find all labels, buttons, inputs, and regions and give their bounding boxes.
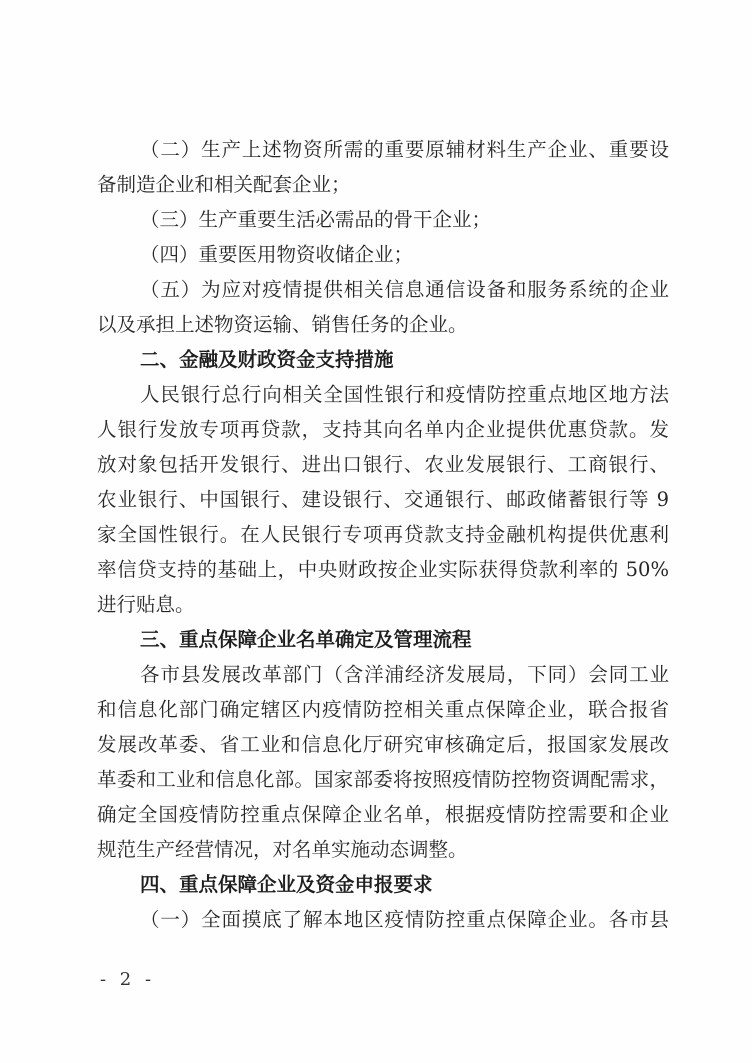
page-number: - 2 -: [100, 969, 156, 990]
text-line: 人银行发放专项再贷款，支持其向名单内企业提供优惠贷款。发: [97, 418, 669, 441]
text-line: 进行贴息。: [97, 593, 195, 616]
text-line: （一）全面摸底了解本地区疫情防控重点保障企业。各市县: [140, 908, 669, 931]
section-heading: 四、重点保障企业及资金申报要求: [140, 873, 433, 896]
paragraph: [97, 272, 669, 342]
section-heading-block: [97, 867, 669, 902]
text-line: 放对象包括开发银行、进出口银行、农业发展银行、工商银行、: [97, 453, 669, 476]
text-line: 家全国性银行。在人民银行专项再贷款支持金融机构提供优惠利: [97, 523, 669, 546]
text-line: 确定全国疫情防控重点保障企业名单，根据疫情防控需要和企业: [97, 803, 669, 826]
text-line: 人民银行总行向相关全国性银行和疫情防控重点地区地方法: [140, 383, 669, 406]
document-body: [97, 132, 669, 937]
paragraph: [97, 657, 669, 867]
text-line: 发展改革委、省工业和信息化厅研究审核确定后，报国家发展改: [97, 733, 669, 756]
text-line: 率信贷支持的基础上，中央财政按企业实际获得贷款利率的 50%: [97, 558, 669, 581]
paragraph: [97, 902, 669, 937]
text-line: 革委和工业和信息化部。国家部委将按照疫情防控物资调配需求，: [97, 768, 669, 791]
section-heading-block: [97, 342, 669, 377]
text-line: （二）生产上述物资所需的重要原辅材料生产企业、重要设: [140, 138, 669, 161]
paragraph: [97, 377, 669, 622]
text-line: 农业银行、中国银行、建设银行、交通银行、邮政储蓄银行等 9: [97, 488, 669, 511]
text-line: （四）重要医用物资收储企业；: [140, 243, 414, 266]
text-line: （三）生产重要生活必需品的骨干企业；: [140, 208, 492, 231]
paragraph: [97, 132, 669, 202]
text-line: （五）为应对疫情提供相关信息通信设备和服务系统的企业: [140, 278, 669, 301]
section-heading: 三、重点保障企业名单确定及管理流程: [140, 628, 472, 651]
text-line: 以及承担上述物资运输、销售任务的企业。: [97, 313, 468, 336]
text-line: 各市县发展改革部门（含洋浦经济发展局，下同）会同工业: [140, 663, 669, 686]
text-line: 备制造企业和相关配套企业；: [97, 173, 351, 196]
section-heading-block: [97, 622, 669, 657]
paragraph: [97, 237, 669, 272]
section-heading: 二、金融及财政资金支持措施: [140, 348, 394, 371]
paragraph: [97, 202, 669, 237]
text-line: 和信息化部门确定辖区内疫情防控相关重点保障企业，联合报省: [97, 698, 669, 721]
text-line: 规范生产经营情况，对名单实施动态调整。: [97, 838, 468, 861]
